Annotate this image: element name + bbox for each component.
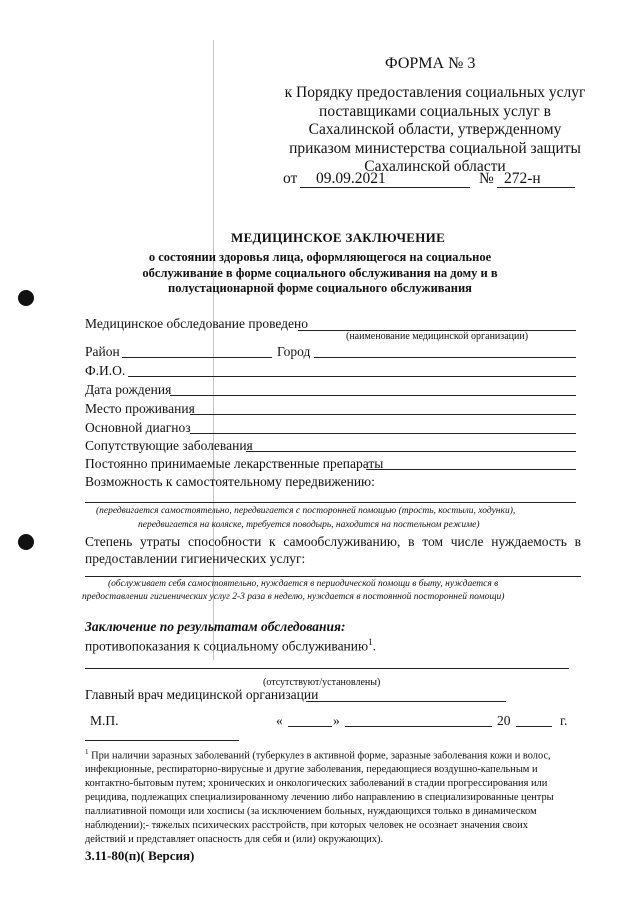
number-label: № [479,170,494,187]
mobility-label: Возможность к самостоятельному передвижению: [85,474,375,489]
subtitle-line: полустационарной форме социального обслуживания [168,281,472,295]
header-line: Сахалинской области, утвержденному [308,121,562,138]
document-title: МЕДИЦИНСКОЕ ЗАКЛЮЧЕНИЕ [231,230,446,245]
mobility-hint: передвигается на коляске, требуется поводырь, находится на постельном режиме) [138,520,480,530]
mp-label: М.П. [90,713,119,728]
mobility-hint: (передвигается самостоятельно, передвигается с посторонней помощью (трость, костыли, ходунки), [96,506,516,516]
year-field[interactable] [516,726,552,727]
year-prefix: 20 [497,713,511,728]
contra-label [85,637,376,655]
header-line: к Порядку предоставления социальных услуг [284,84,586,101]
fio-field[interactable] [128,376,576,377]
header-line: приказом министерства социальной защиты [289,139,581,157]
day-field[interactable] [288,726,332,727]
footnote-line: паллиативной помощи или хосписы (за исключением больных, нуждающихся только в динамическом [85,806,537,818]
order-number: 272-н [504,170,541,187]
punch-hole-bottom [18,534,34,550]
district-label: Район [85,344,120,359]
city-field[interactable] [314,357,576,358]
contra-field[interactable] [85,668,569,669]
exam-hint: (наименование медицинской организации) [346,331,529,342]
date-close-quote: » [333,713,340,728]
conclusion-heading: Заключение по результатам обследования: [85,619,346,634]
year-suffix: г. [560,713,568,728]
residence-label: Место проживания [85,401,195,416]
selfcare-hint: (обслуживает себя самостоятельно, нуждается в периодической помощи в быту, нуждается в [108,579,499,589]
footnote-line: инфекционные, респираторно-вирусные и другие заболевания, передающиеся воздушно-капельным и [85,764,538,776]
header-line: Сахалинской области [364,158,506,175]
diagnosis-label: Основной диагноз [85,420,191,435]
subtitle-line: о состоянии здоровья лица, оформляющегося на социальное [148,250,492,264]
version-code: 3.11-80(п)( Версия) [85,848,195,863]
chief-label: Главный врач медицинской организации [85,687,319,702]
footnote-line: действий и представляет опасность для себя и (или) окружающих). [85,834,384,846]
contra-label-text: противопоказания к социальному обслуживанию [85,638,369,654]
header-line: поставщиками социальных услуг в [319,102,551,120]
comorbid-label: Сопутствующие заболевания [85,438,253,453]
footnote-ref: 1 [368,637,373,647]
punch-hole-top [18,290,34,306]
mobility-field[interactable] [85,502,576,503]
dob-label: Дата рождения [85,382,172,397]
fio-label: Ф.И.О. [85,363,126,378]
header-block [275,84,595,177]
meds-field[interactable] [366,469,576,470]
document-subtitle [130,250,510,297]
chief-signature-field[interactable] [306,701,506,702]
residence-field[interactable] [190,414,576,415]
footnote-mark: 1 [85,748,89,756]
contra-hint: (отсутствуют/установлены) [263,677,381,688]
meds-label: Постоянно принимаемые лекарственные препараты [85,456,384,471]
binder-crease [213,40,214,660]
subtitle-line: обслуживание в форме социального обслуживания на дому и в [142,265,498,280]
selfcare-hint: предоставлении гигиенических услуг 2-3 раза в неделю, нуждается в постоянной посторонней помощи) [82,592,505,602]
footnote-block [85,745,581,847]
footnote-line: рецидива, подлежащих специализированному лечению либо направлению в специализированные центры [85,792,554,804]
city-label: Город [277,344,311,359]
date-open-quote: « [276,713,283,728]
footnote-line: наблюдении);- тяжелых психических расстройств, при которых человек не осознает значения своих [85,820,528,832]
diagnosis-field[interactable] [190,433,576,434]
month-field[interactable] [345,726,492,727]
order-date: 09.09.2021 [316,170,386,187]
selfcare-label: Степень утраты способности к самообслуживанию, в том числе нуждаемость в [85,534,581,549]
footnote-separator [85,740,239,741]
dob-field[interactable] [170,395,576,396]
form-title: ФОРМА № 3 [385,55,476,72]
footnote-line: контактно-бытовым путем; хронических и онкологических заболеваний в стадии прогрессирования или [85,778,548,790]
selfcare-field[interactable] [85,576,581,577]
footnote-line: При наличии заразных заболеваний (туберкулез в активной форме, заразные заболевания кожи и волос, [91,750,551,762]
from-label: от [283,170,298,187]
district-field[interactable] [122,357,272,358]
exam-label: Медицинское обследование проведено [85,316,309,331]
comorbid-field[interactable] [246,451,576,452]
selfcare-label: предоставлении гигиенических услуг: [85,551,306,566]
contra-period: . [372,638,376,654]
